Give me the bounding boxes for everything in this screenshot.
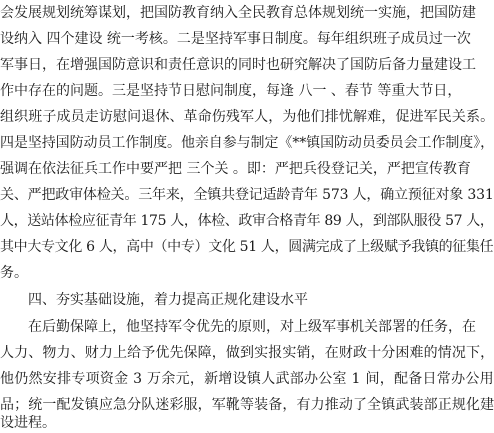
text-line (0, 55, 494, 75)
text-line (0, 343, 494, 363)
line-text: 人，送站体检应征青年 175 人，体检、政审合格青年 89 人，到部队服役 57 人， (0, 213, 494, 229)
text-line (0, 29, 494, 49)
text-line (0, 237, 494, 257)
text-line (0, 211, 494, 231)
line-text: 他仍然安排专项资金 3 万余元，新增设镇人武部办公室 1 间，配备日常办公用 (0, 371, 494, 387)
line-text: 军事日，在增强国防意识和责任意识的同时也研究解决了国防后备力量建设工 (0, 57, 476, 73)
line-text: 务。 (0, 265, 28, 281)
line-text: 其中大专文化 6 人，高中（中专）文化 51 人，圆满完成了上级赋予我镇的征集任 (0, 239, 494, 255)
text-line (0, 395, 494, 415)
text-line (0, 3, 494, 23)
line-text: 人力、物力、财力上给予优先保障，做到实报实销，在财政十分困难的情况下， (0, 345, 494, 361)
line-text: 设纳入 四个建设 统一考核。二是坚持军事日制度。每年组织班子成员过一次 (0, 31, 471, 47)
text-line (0, 413, 56, 433)
text-line (0, 107, 494, 127)
line-text: 设进程。 (0, 415, 56, 431)
line-text: 关、严把政审体检关。三年来，全镇共登记适龄青年 573 人，确立预征对象 331 (0, 187, 494, 203)
text-line (0, 159, 494, 179)
section-heading: 四、夯实基础设施，着力提高正规化建设水平 (28, 292, 308, 308)
text-line (0, 263, 28, 283)
line-text: 会发展规划统筹谋划，把国防教育纳入全民教育总体规划统一实施，把国防建 (0, 5, 476, 21)
line-text: 作中存在的问题。三是坚持节日慰问制度，每逢 八一 、春节 等重大节日， (0, 83, 462, 99)
line-text: 在后勤保障上，他坚持军令优先的原则，对上级军事机关部署的任务，在 (28, 319, 476, 335)
text-line (0, 185, 494, 205)
line-text: 品；统一配发镇应急分队迷彩服，军靴等装备，有力推动了全镇武装部正规化建 (0, 397, 494, 413)
text-line (0, 133, 494, 153)
line-text: 组织班子成员走访慰问退休、革命伤残军人，为他们排忧解难，促进军民关系。 (0, 109, 494, 125)
text-line (0, 81, 494, 101)
line-text: 强调在依法征兵工作中要严把 三个关 。即：严把兵役登记关，严把宣传教育 (0, 161, 471, 177)
text-line (28, 317, 494, 337)
line-text: 四是坚持国防动员工作制度。他亲自参与制定《**镇国防动员委员会工作制度》， (0, 135, 494, 151)
text-line (0, 369, 494, 389)
